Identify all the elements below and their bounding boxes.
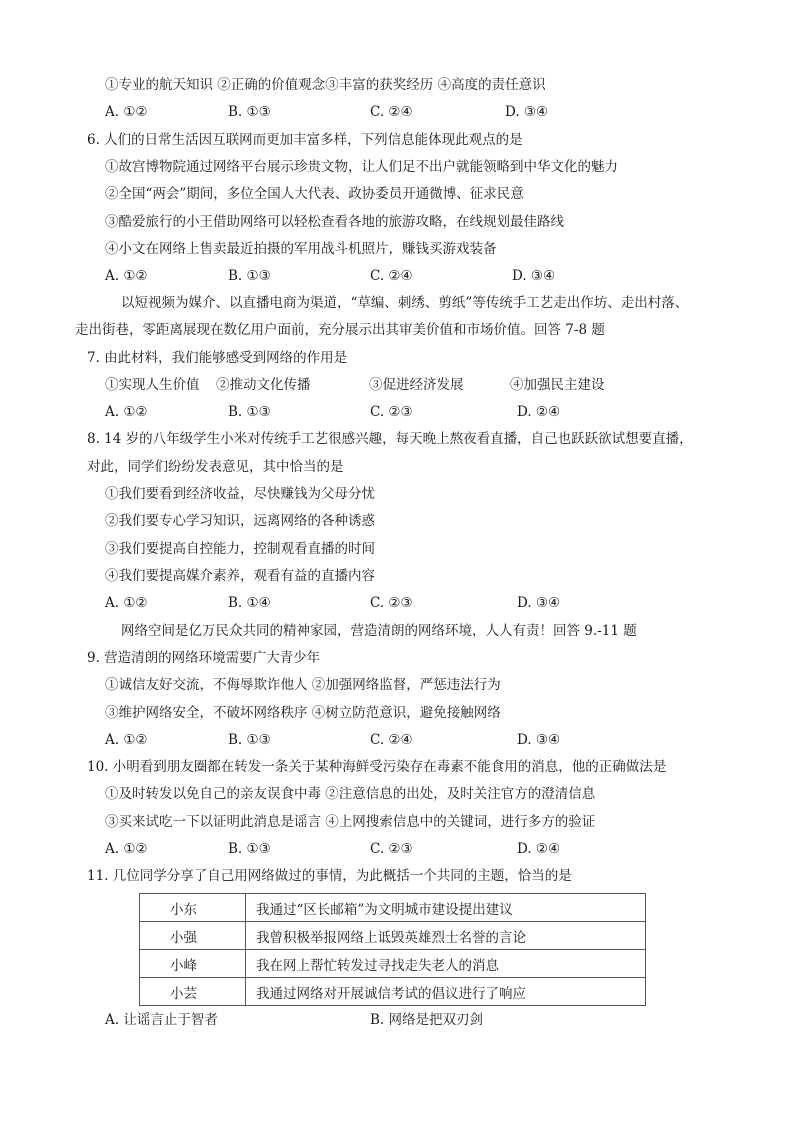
- q6-stem: 6. 人们的日常生活因互联网而更加丰富多样，下列信息能体现此观点的是: [87, 132, 523, 148]
- table-cell-name: 小芸: [140, 978, 246, 1006]
- q7-stem: 7. 由此材料，我们能够感受到网络的作用是: [87, 350, 348, 366]
- q9-items-line-2: ③维护网络安全，不破坏网络秩序 ④树立防范意识，避免接触网络: [105, 705, 501, 721]
- q8-option-b: B. ①④: [228, 595, 271, 611]
- q9-option-b: B. ①③: [228, 732, 271, 748]
- q6-item-3: ③酷爱旅行的小王借助网络可以轻松查看各地的旅游攻略，在线规划最佳路线: [105, 214, 564, 230]
- q10-option-d: D. ②④: [517, 841, 561, 857]
- table-cell-name: 小强: [140, 922, 246, 950]
- q5-items: ①专业的航天知识 ②正确的价值观念③丰富的获奖经历 ④高度的责任意识: [105, 77, 546, 93]
- q7-option-a: A. ①②: [105, 404, 148, 420]
- table-row: [140, 950, 646, 978]
- q7-item-1: ①实现人生价值: [105, 377, 200, 393]
- q7-option-b: B. ①③: [228, 404, 271, 420]
- material-7-8-line-2: 走出街巷，零距离展现在数亿用户面前，充分展示出其审美价值和市场价值。回答 7-8 题: [75, 322, 605, 338]
- table-row: [140, 978, 646, 1006]
- q8-stem-line-1: 8. 14 岁的八年级学生小米对传统手工艺很感兴趣，每天晚上熬夜看直播，自己也跃跃欲试想要直播，: [87, 431, 693, 447]
- q5-option-b: B. ①③: [228, 104, 271, 120]
- table-cell-text: 我通过网络对开展诚信考试的倡议进行了响应: [246, 978, 646, 1006]
- table-cell-text: 我在网上帮忙转发过寻找走失老人的消息: [246, 950, 646, 978]
- q8-option-d: D. ③④: [517, 595, 561, 611]
- q9-stem: 9. 营造清朗的网络环境需要广大青少年: [87, 650, 321, 666]
- q7-item-3: ③促进经济发展: [369, 377, 464, 393]
- q6-item-4: ④小文在网络上售卖最近拍摄的军用战斗机照片，赚钱买游戏装备: [105, 241, 497, 257]
- q11-option-b: B. 网络是把双刃剑: [370, 1012, 484, 1028]
- q8-option-c: C. ②③: [370, 595, 413, 611]
- q10-stem: 10. 小明看到朋友圈都在转发一条关于某种海鲜受污染存在毒素不能食用的消息，他的正确做法是: [87, 759, 667, 775]
- q8-item-3: ③我们要提高自控能力，控制观看直播的时间: [105, 541, 375, 557]
- material-7-8-line-1: 以短视频为媒介、以直播电商为渠道，“草编、刺绣、剪纸”等传统手工艺走出作坊、走出村落、: [121, 295, 689, 311]
- q8-item-2: ②我们要专心学习知识，远离网络的各种诱惑: [105, 513, 375, 529]
- q6-option-a: A. ①②: [105, 268, 148, 284]
- q8-option-a: A. ①②: [105, 595, 148, 611]
- table-cell-name: 小东: [140, 894, 246, 922]
- q10-option-c: C. ②③: [370, 841, 413, 857]
- q10-option-b: B. ①③: [228, 841, 271, 857]
- table-row: [140, 894, 646, 922]
- q8-item-4: ④我们要提高媒介素养，观看有益的直播内容: [105, 568, 375, 584]
- q6-option-d: D. ③④: [512, 268, 556, 284]
- q9-items-line-1: ①诚信友好交流，不侮辱欺诈他人 ②加强网络监督，严惩违法行为: [105, 677, 501, 693]
- q7-item-2: ②推动文化传播: [216, 377, 311, 393]
- q8-item-1: ①我们要看到经济收益，尽快赚钱为父母分忧: [105, 486, 375, 502]
- q10-items-line-1: ①及时转发以免自己的亲友误食中毒 ②注意信息的出处，及时关注官方的澄清信息: [105, 786, 596, 802]
- q6-item-1: ①故宫博物院通过网络平台展示珍贵文物，让人们足不出户就能领略到中华文化的魅力: [105, 159, 618, 175]
- q9-option-a: A. ①②: [105, 732, 148, 748]
- material-9-11: 网络空间是亿万民众共同的精神家园，营造清朗的网络环境，人人有责！回答 9.-11 题: [121, 623, 637, 639]
- q9-option-d: D. ③④: [517, 732, 561, 748]
- q7-option-c: C. ②③: [370, 404, 413, 420]
- q6-option-b: B. ①③: [228, 268, 271, 284]
- q10-items-line-2: ③买来试吃一下以证明此消息是谣言 ④上网搜索信息中的关键词，进行多方的验证: [105, 814, 596, 830]
- q5-option-d: D. ③④: [505, 104, 549, 120]
- q11-table: [139, 893, 646, 1006]
- q6-option-c: C. ②④: [370, 268, 413, 284]
- table-cell-text: 我通过“区长邮箱”为文明城市建设提出建议: [246, 894, 646, 922]
- q11-option-a: A. 让谣言止于智者: [105, 1012, 218, 1028]
- table-cell-name: 小峰: [140, 950, 246, 978]
- table-cell-text: 我曾积极举报网络上诋毁英雄烈士名誉的言论: [246, 922, 646, 950]
- q7-option-d: D. ②④: [517, 404, 561, 420]
- q11-stem: 11. 几位同学分享了自己用网络做过的事情，为此概括一个共同的主题，恰当的是: [87, 868, 572, 884]
- q8-stem-line-2: 对此，同学们纷纷发表意见，其中恰当的是: [87, 459, 344, 475]
- table-row: [140, 922, 646, 950]
- q7-item-4: ④加强民主建设: [510, 377, 605, 393]
- q6-item-2: ②全国“两会”期间，多位全国人大代表、政协委员开通微博、征求民意: [105, 186, 524, 202]
- q5-option-c: C. ②④: [370, 104, 413, 120]
- q9-option-c: C. ②④: [370, 732, 413, 748]
- q5-option-a: A. ①②: [105, 104, 148, 120]
- q10-option-a: A. ①②: [105, 841, 148, 857]
